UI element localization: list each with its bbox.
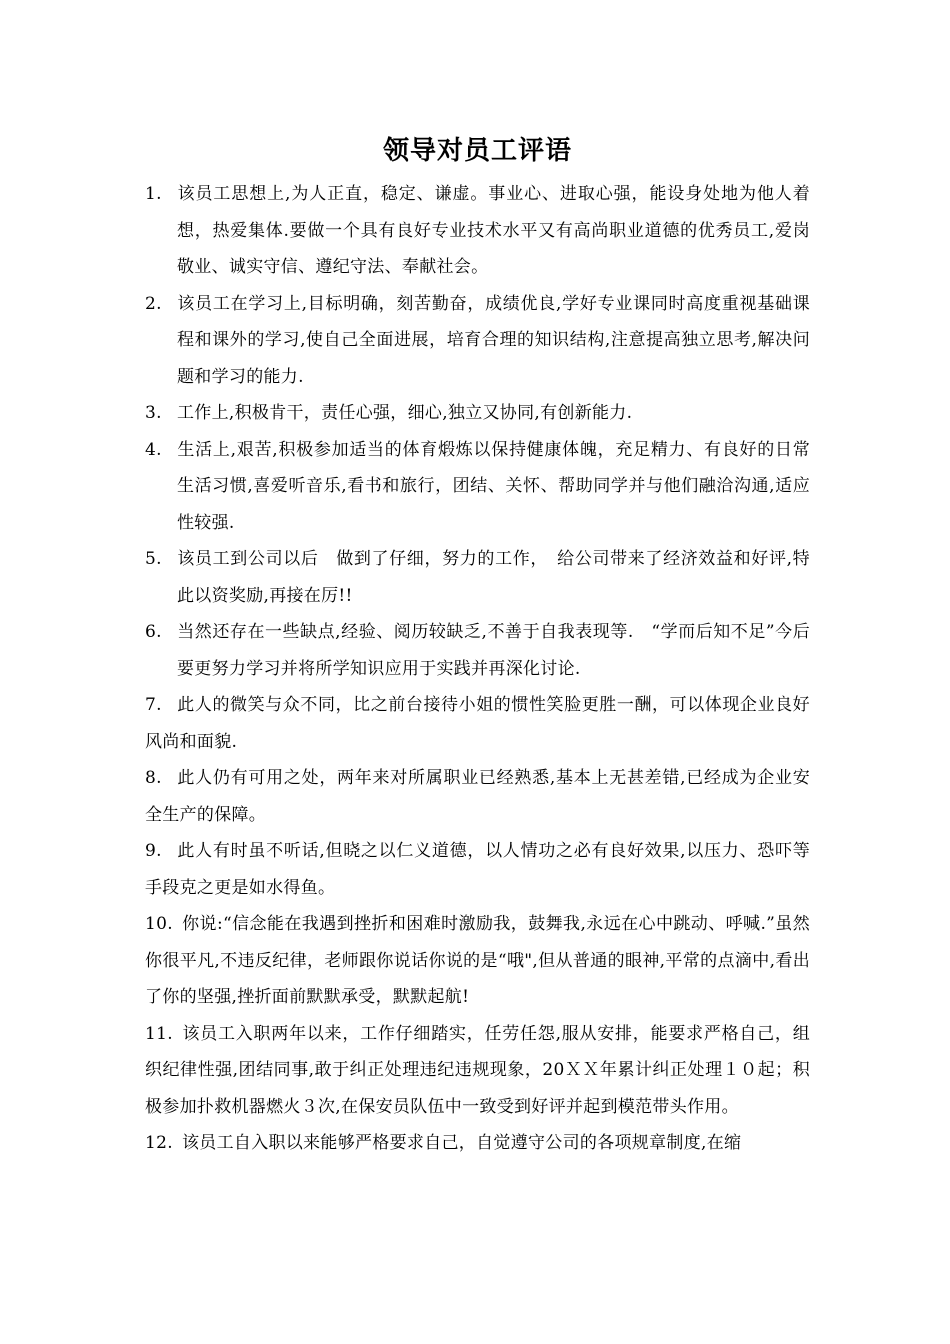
list-item-4 xyxy=(145,432,810,542)
list-item-3 xyxy=(145,395,810,432)
item-number: 2. xyxy=(145,293,162,314)
item-number: 3. xyxy=(145,403,162,423)
item-text: 该员工自入职以来能够严格要求自己，自觉遵守公司的各项规章制度,在缩 xyxy=(182,1133,742,1153)
item-number: 6. xyxy=(145,622,162,642)
item-text: 该员工思想上,为人正直，稳定、谦虚。事业心、进取心强，能设身处地为他人着想，热爱集体.要做一个具有良好专业技术水平又有高尚职业道德的优秀员工,爱岗敬业、诚实守信、遵纪守法、奉献社会。 xyxy=(177,184,810,277)
item-number: 1. xyxy=(145,184,162,204)
list-item-9 xyxy=(145,833,810,906)
item-text: 工作上,积极肯干，责任心强，细心,独立又协同,有创新能力. xyxy=(177,403,633,423)
item-text: 生活上,艰苦,积极参加适当的体育煅炼以保持健康体魄，充足精力、有良好的日常生活习惯,喜爱听音乐,看书和旅行，团结、关怀、帮助同学并与他们融洽沟通,适应性较强. xyxy=(177,439,810,533)
list-item-5 xyxy=(145,541,810,614)
item-text: 该员工在学习上,目标明确，刻苦勤奋，成绩优良,学好专业课同时高度重视基础课程和课外的学习,使自己全面进展，培育合理的知识结构,注意提高独立思考,解决问题和学习的能力. xyxy=(177,293,810,387)
item-number: 11. xyxy=(145,1023,173,1044)
item-text: 此人的微笑与众不同，比之前台接待小姐的惯性笑脸更胜一酬，可以体现企业良好风尚和面貌. xyxy=(145,695,810,752)
item-text: 当然还存在一些缺点,经验、阅历较缺乏,不善于自我表现等. “学而后知不足”今后要更努力学习并将所学知识应用于实践并再深化讨论. xyxy=(177,622,810,679)
item-number: 7. xyxy=(145,695,162,715)
list-item-2 xyxy=(145,286,810,396)
list-item-1 xyxy=(145,176,810,286)
item-text: 此人仍有可用之处，两年来对所属职业已经熟悉,基本上无甚差错,已经成为企业安全生产的保障。 xyxy=(145,768,810,825)
item-number: 12. xyxy=(145,1133,173,1153)
item-number: 4. xyxy=(145,439,162,460)
item-text: 此人有时虽不听话,但晓之以仁义道德，以人情功之必有良好效果,以压力、恐吓等手段克之更是如水得鱼。 xyxy=(145,841,810,898)
item-number: 9. xyxy=(145,841,162,861)
list-item-10 xyxy=(145,906,810,1016)
item-text: 该员工到公司以后 做到了仔细，努力的工作， 给公司带来了经济效益和好评,特此以资奖励,再接在厉!! xyxy=(177,549,810,606)
list-item-8 xyxy=(145,760,810,833)
list-item-12 xyxy=(145,1125,810,1162)
item-number: 10. xyxy=(145,914,173,934)
item-number: 8. xyxy=(145,768,162,788)
document-title: 领导对员工评语 xyxy=(382,136,572,166)
list-item-7 xyxy=(145,687,810,760)
item-number: 5. xyxy=(145,549,162,569)
list-item-6 xyxy=(145,614,810,687)
list-item-11 xyxy=(145,1016,810,1126)
item-text: 你说:“信念能在我遇到挫折和困难时激励我，鼓舞我,永远在心中跳动、呼喊.”虽然你很平凡,不违反纪律，老师跟你说话你说的是“哦",但从普通的眼神,平常的点滴中,看出了你的坚强,挫折面前默默承受，默默起航! xyxy=(145,914,810,1007)
item-text: 该员工入职两年以来，工作仔细踏实，任劳任怨,服从安排，能要求严格自己，组织纪律性强,团结同事,敢于纠正处理违纪违规现象，20ＸＸ年累计纠正处理１０起；积极参加扑救机器燃火３次,在保安员队伍中一致受到好评并起到模范带头作用。 xyxy=(145,1023,810,1117)
